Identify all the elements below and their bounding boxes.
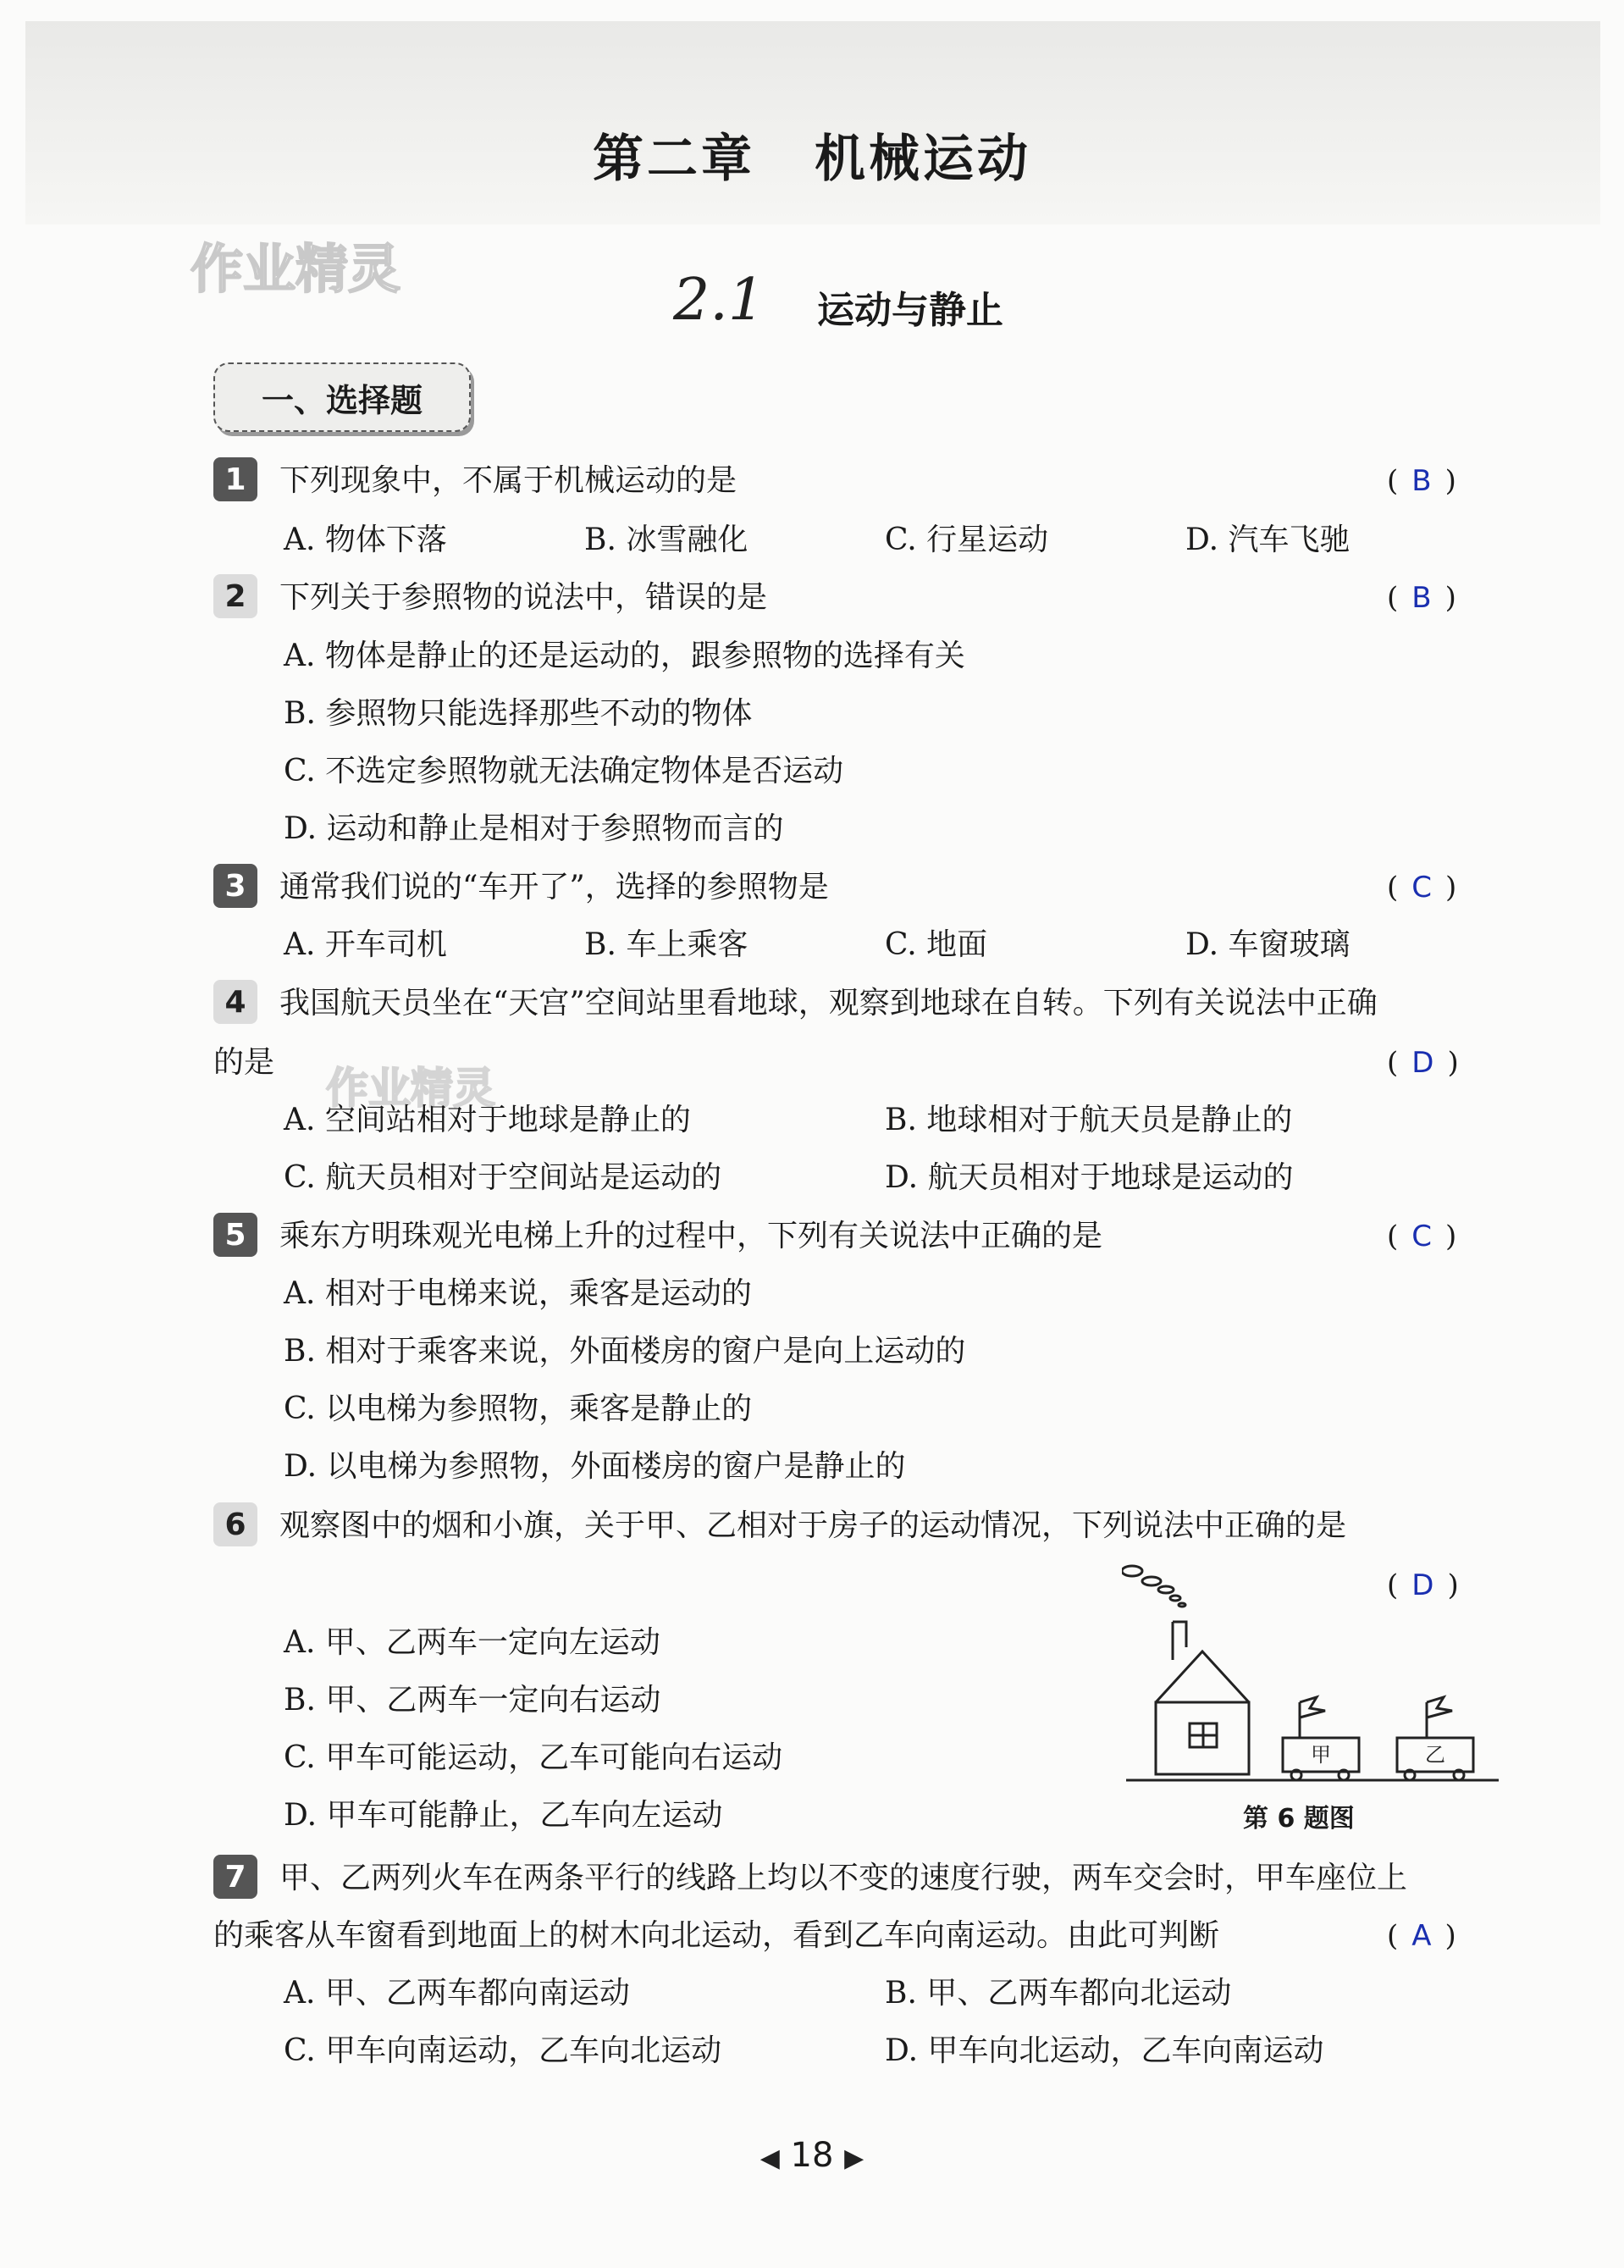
answer-letter: C [1411, 1220, 1433, 1253]
option: A. 相对于电梯来说，乘客是运动的 [284, 1276, 752, 1311]
option: A. 空间站相对于地球是静止的 [284, 1103, 691, 1137]
option: A. 开车司机 [284, 927, 447, 962]
watermark: 作业精灵 [326, 1064, 495, 1113]
smoke-puff [1170, 1596, 1180, 1601]
answer-paren: ( A ) [1387, 1919, 1456, 1953]
answer-letter: D [1411, 1568, 1434, 1602]
option: A. 甲、乙两车一定向左运动 [284, 1625, 660, 1660]
chapter-name: 机械运动 [815, 130, 1031, 189]
answer-paren: ( C ) [1387, 871, 1457, 904]
chapter-title [0, 119, 1624, 191]
option: B. 冰雪融化 [584, 523, 748, 557]
answer-paren: ( D ) [1387, 1046, 1459, 1080]
smoke-puff [1122, 1566, 1142, 1576]
section-badge: 一、选择题 [213, 362, 471, 432]
answer-letter: A [1411, 1919, 1432, 1953]
smoke-puff [1179, 1603, 1185, 1607]
option: B. 相对于乘客来说，外面楼房的窗户是向上运动的 [284, 1334, 966, 1369]
option: A. 物体下落 [284, 523, 447, 557]
question-stem: 甲、乙两列火车在两条平行的线路上均以不变的速度行驶，两车交会时，甲车座位上 [279, 1861, 1408, 1895]
option: D. 航天员相对于地球是运动的 [885, 1160, 1294, 1195]
question-stem: 观察图中的烟和小旗，关于甲、乙相对于房子的运动情况，下列说法中正确的是 [279, 1508, 1347, 1543]
option: A. 物体是静止的还是运动的，跟参照物的选择有关 [284, 639, 965, 673]
question-number: 5 [213, 1213, 257, 1257]
question-stem: 我国航天员坐在“天宫”空间站里看地球，观察到地球在自转。下列有关说法中正确 [279, 986, 1378, 1021]
triangle-left-icon: ◀ [760, 2144, 780, 2173]
option: C. 不选定参照物就无法确定物体是否运动 [284, 754, 844, 788]
answer-paren: ( D ) [1387, 1568, 1459, 1602]
option: C. 甲车可能运动，乙车可能向右运动 [284, 1740, 783, 1775]
chapter-number: 第二章 [593, 130, 755, 189]
option: B. 地球相对于航天员是静止的 [885, 1103, 1293, 1137]
page-number [0, 2136, 1624, 2175]
triangle-right-icon: ▶ [844, 2144, 864, 2173]
question-stem-continued: 的是 [213, 1045, 275, 1080]
question-number: 7 [213, 1855, 257, 1899]
question-number: 6 [213, 1502, 257, 1546]
question-number: 2 [213, 574, 257, 618]
question-number: 4 [213, 980, 257, 1024]
answer-letter: B [1411, 464, 1432, 498]
cart-b-label: 乙 [1425, 1743, 1445, 1767]
option: C. 甲车向南运动，乙车向北运动 [284, 2033, 722, 2068]
answer-letter: D [1411, 1046, 1434, 1080]
smoke-puff [1142, 1577, 1161, 1585]
option: B. 参照物只能选择那些不动的物体 [284, 696, 753, 731]
option: D. 甲车向北运动，乙车向南运动 [885, 2033, 1324, 2068]
answer-paren: ( B ) [1387, 581, 1456, 615]
question-stem: 乘东方明珠观光电梯上升的过程中，下列有关说法中正确的是 [279, 1219, 1103, 1253]
question-number: 1 [213, 457, 257, 501]
cart-a-label: 甲 [1311, 1743, 1331, 1767]
question-stem: 通常我们说的“车开了”，选择的参照物是 [279, 870, 829, 904]
option: D. 以电梯为参照物，外面楼房的窗户是静止的 [284, 1449, 906, 1484]
question-stem: 下列关于参照物的说法中，错误的是 [279, 580, 768, 615]
option: D. 运动和静止是相对于参照物而言的 [284, 811, 784, 846]
option: D. 车窗玻璃 [1185, 927, 1351, 962]
option: A. 甲、乙两车都向南运动 [284, 1976, 630, 2011]
question-number: 3 [213, 864, 257, 908]
cart-b-icon [1397, 1697, 1473, 1780]
option: C. 以电梯为参照物，乘客是静止的 [284, 1391, 753, 1426]
option: C. 航天员相对于空间站是运动的 [284, 1160, 722, 1195]
answer-letter: C [1411, 871, 1433, 904]
section-title: 运动与静止 [817, 289, 1003, 332]
smoke-puff [1158, 1586, 1174, 1593]
question-6-figure [1122, 1558, 1503, 1783]
page-number-value: 18 [790, 2136, 834, 2175]
option: D. 汽车飞驰 [1185, 523, 1351, 557]
answer-paren: ( B ) [1387, 464, 1456, 498]
option: B. 甲、乙两车都向北运动 [885, 1976, 1232, 2011]
section-number: 2.1 [673, 267, 765, 334]
house-icon [1156, 1622, 1249, 1774]
option: B. 车上乘客 [584, 927, 748, 962]
watermark: 作业精灵 [191, 238, 401, 300]
question-stem-continued: 的乘客从车窗看到地面上的树木向北运动，看到乙车向南运动。由此可判断 [213, 1918, 1220, 1953]
option: D. 甲车可能静止，乙车向左运动 [284, 1798, 723, 1833]
answer-paren: ( C ) [1387, 1220, 1457, 1253]
option: C. 地面 [885, 927, 988, 962]
option: C. 行星运动 [885, 523, 1049, 557]
figure-caption: 第 6 题图 [1243, 1804, 1355, 1834]
cart-a-icon [1283, 1697, 1359, 1780]
option: B. 甲、乙两车一定向右运动 [284, 1683, 661, 1718]
question-stem: 下列现象中，不属于机械运动的是 [279, 463, 737, 498]
answer-letter: B [1411, 581, 1432, 615]
